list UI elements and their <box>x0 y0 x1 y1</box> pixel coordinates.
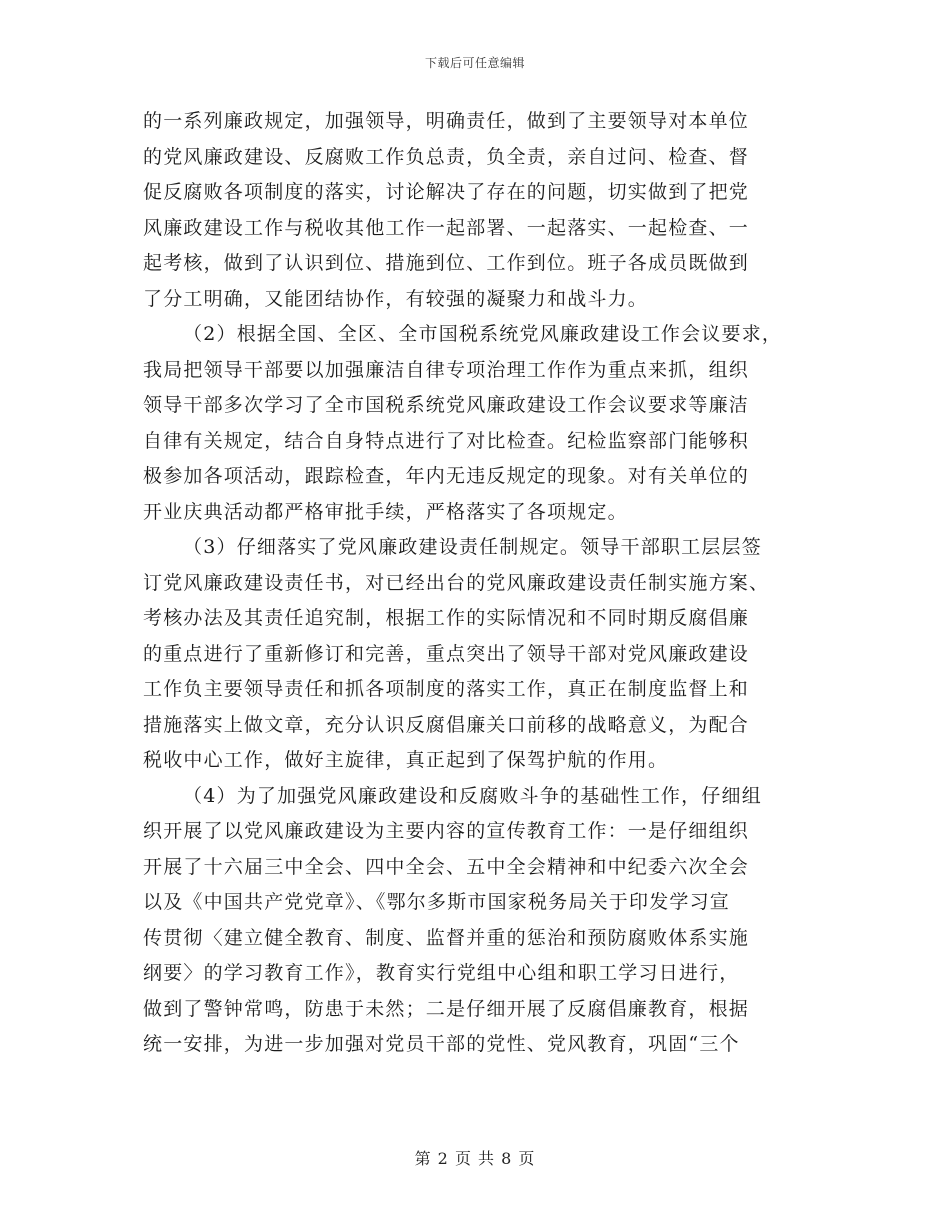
text-line: 领导干部多次学习了全市国税系统党风廉政建设工作会议要求等廉洁 <box>143 394 750 416</box>
paragraph-start-line: （4）为了加强党风廉政建设和反腐败斗争的基础性工作，仔细组 <box>183 784 762 807</box>
text-line: 自律有关规定，结合自身特点进行了对比检查。纪检监察部门能够积 <box>143 429 750 452</box>
text-line: 织开展了以党风廉政建设为主要内容的宣传教育工作：一是仔细组织 <box>143 820 750 842</box>
text-line: 订党风廉政建设责任书，对已经出台的党风廉政建设责任制实施方案、 <box>143 571 770 594</box>
document-body <box>143 104 823 1063</box>
page-header-note: 下载后可任意编辑 <box>424 56 525 70</box>
text-line: 起考核，做到了认识到位、措施到位、工作到位。班子各成员既做到 <box>143 252 750 274</box>
text-line: 极参加各项活动，跟踪检查，年内无违反规定的现象。对有关单位的 <box>143 465 750 487</box>
text-line: 的一系列廉政规定，加强领导，明确责任，做到了主要领导对本单位 <box>143 110 750 132</box>
text-line: 纲要〉的学习教育工作》，教育实行党组中心组和职工学习日进行， <box>143 962 740 984</box>
text-line: 做到了警钟常鸣，防患于未然；二是仔细开展了反腐倡廉教育，根据 <box>143 997 750 1020</box>
paragraph-start-line: （3）仔细落实了党风廉政建设责任制规定。领导干部职工层层签 <box>183 536 762 558</box>
text-line: 的重点进行了重新修订和完善，重点突出了领导干部对党风廉政建设 <box>143 642 750 665</box>
text-line: 风廉政建设工作与税收其他工作一起部署、一起落实、一起检查、一 <box>143 216 750 239</box>
text-line: 统一安排，为进一步加强对党员干部的党性、党风教育，巩固“三个 <box>143 1033 740 1055</box>
text-line: 传贯彻〈建立健全教育、制度、监督并重的惩治和预防腐败体系实施 <box>143 926 750 949</box>
page-number-footer: 第 2 页 共 8 页 <box>414 1149 536 1168</box>
text-line: 税收中心工作，做好主旋律，真正起到了保驾护航的作用。 <box>143 749 669 771</box>
text-line: 工作负主要领导责任和抓各项制度的落实工作，真正在制度监督上和 <box>143 678 750 700</box>
text-line: 考核办法及其责任追究制，根据工作的实际情况和不同时期反腐倡廉 <box>143 607 750 629</box>
text-line: 促反腐败各项制度的落实，讨论解决了存在的问题，切实做到了把党 <box>143 181 750 203</box>
text-line: 以及《中国共产党党章》、《鄂尔多斯市国家税务局关于印发学习宣 <box>143 891 731 913</box>
text-line: 措施落实上做文章，充分认识反腐倡廉关口前移的战略意义，为配合 <box>143 713 750 736</box>
text-line: 的党风廉政建设、反腐败工作负总责，负全责，亲自过问、检查、督 <box>143 145 750 168</box>
text-line: 我局把领导干部要以加强廉洁自律专项治理工作作为重点来抓，组织 <box>143 358 750 381</box>
text-line: 开业庆典活动都严格审批手续，严格落实了各项规定。 <box>143 500 628 523</box>
paragraph-start-line: （2）根据全国、全区、全市国税系统党风廉政建设工作会议要求， <box>183 323 783 345</box>
text-line: 了分工明确，又能团结协作，有较强的凝聚力和战斗力。 <box>143 287 649 310</box>
text-line: 开展了十六届三中全会、四中全会、五中全会精神和中纪委六次全会 <box>143 855 750 878</box>
